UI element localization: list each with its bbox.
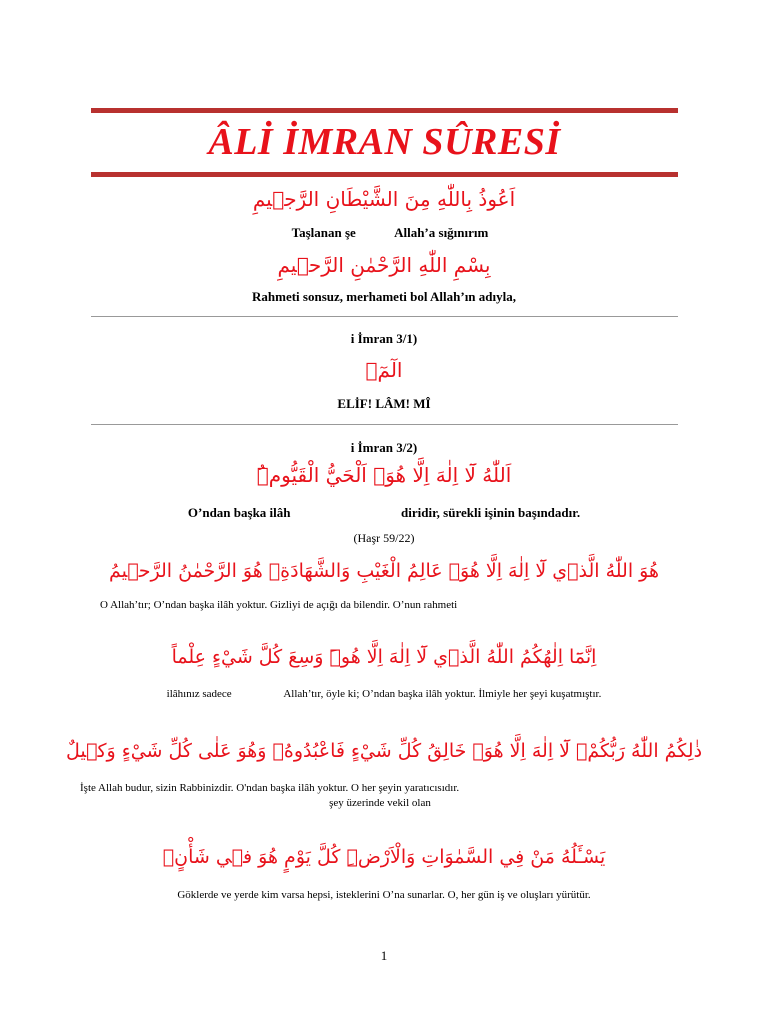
verse2-translation: O’ndan başka ilâh diridir, sürekli işinin başındadır. bbox=[187, 505, 581, 520]
related-verse-4-translation: Göklerde ve yerde kim varsa hepsi, isteklerini O’na sunarlar. O, her gün iş ve oluşları yürütür. bbox=[177, 889, 591, 901]
verse2-reference: i İmran 3/2) bbox=[350, 440, 418, 455]
section-divider-2 bbox=[91, 424, 678, 425]
related-verse-1-translation: O Allah’tır; O’ndan başka ilâh yoktur. Gizliyi de açığı da bilendir. O’nun rahmeti bbox=[100, 599, 458, 611]
related-verse-1-arabic: هُوَ اللّٰهُ الَّذ۪ي لَٓا اِلٰهَ اِلَّا هُوَۚ عَالِمُ الْغَيْبِ وَالشَّهَادَةِۚ هُوَ الرَّحْمٰنُ الرَّح۪يمُ bbox=[108, 560, 659, 582]
verse1-reference: i İmran 3/1) bbox=[350, 331, 418, 346]
page-title: ÂLİ İMRAN SÛRESİ bbox=[208, 121, 561, 163]
istiaze-translation: Taşlanan şe Allah’a sığınırım bbox=[291, 225, 489, 240]
related-verse-2-translation: ilâhınız sadece Allah’tır, öyle ki; O’ndan başka ilâh yoktur. İlmiyle her şeyi kuşatmıştır. bbox=[166, 688, 602, 700]
besmele-arabic: بِسْمِ اللّٰهِ الرَّحْمٰنِ الرَّح۪يمِ bbox=[277, 253, 491, 277]
related-verse-2-arabic: اِنَّمَٓا اِلٰهُكُمُ اللّٰهُ الَّذ۪ي لَٓا اِلٰهَ اِلَّا هُوَۜ وَسِعَ كُلَّ شَيْءٍ عِلْماً bbox=[171, 646, 597, 668]
page-number: 1 bbox=[380, 948, 388, 963]
verse1-arabic: الٓمٓۜ bbox=[365, 358, 403, 382]
related-verse-3-arabic: ذٰلِكُمُ اللّٰهُ رَبُّكُمْۚ لَٓا اِلٰهَ اِلَّا هُوَۚ خَالِقُ كُلِّ شَيْءٍ فَاعْبُدُوهُۚ وَهُوَ عَلٰى كُلِّ شَيْءٍ وَك۪يلٌ bbox=[65, 740, 703, 762]
besmele-translation: Rahmeti sonsuz, merhameti bol Allah’ın adıyla, bbox=[252, 289, 516, 304]
title-top-rule bbox=[91, 108, 678, 113]
section-divider-1 bbox=[91, 316, 678, 317]
related-reference: (Haşr 59/22) bbox=[353, 531, 415, 545]
related-verse-4-arabic: يَسْـَٔلُهُ مَنْ فِي السَّمٰوَاتِ وَالْاَرْضِۜ كُلَّ يَوْمٍ هُوَ ف۪ي شَأْنٍۚ bbox=[162, 846, 606, 868]
verse2-arabic: اَللّٰهُ لَٓا اِلٰهَ اِلَّا هُوَۙ اَلْحَيُّ الْقَيُّومُۜ bbox=[256, 463, 512, 487]
istiaze-arabic: اَعُوذُ بِاللّٰهِ مِنَ الشَّيْطَانِ الرَّج۪يمِ bbox=[252, 187, 516, 211]
related-verse-3-translation-line2: şey üzerinde vekil olan bbox=[329, 797, 431, 809]
title-bottom-rule bbox=[91, 172, 678, 177]
verse1-translation: ELİF! LÂM! MÎ bbox=[337, 396, 431, 411]
related-verse-3-translation: İşte Allah budur, sizin Rabbinizdir. O'ndan başka ilâh yoktur. O her şeyin yaratıcısıdır. bbox=[80, 782, 460, 794]
